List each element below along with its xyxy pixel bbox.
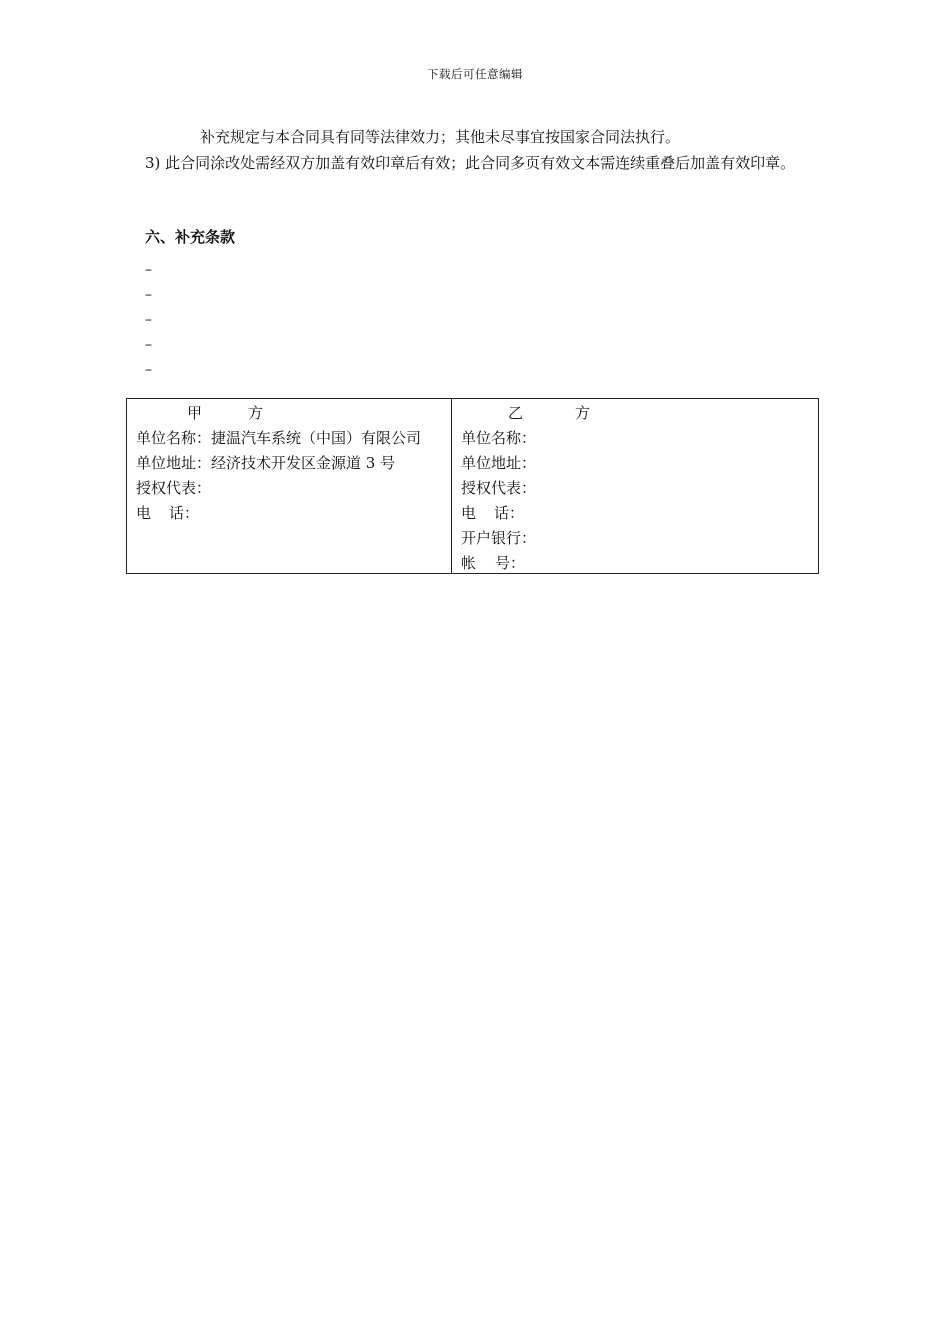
supplement-terms-list [145,258,152,383]
party-a-cell [127,399,452,573]
party-b-unit-address: 单位地址： [461,454,537,472]
signature-table [126,398,819,574]
party-b-bank: 开户银行： [461,529,537,547]
list-item: – [145,362,152,378]
party-a-unit-address [136,451,443,476]
party-a-title-char-1: 甲 [187,404,203,422]
account-label-char: 帐 [461,554,477,572]
section-heading: 六、补充条款 [145,228,236,246]
party-b-representative: 授权代表： [461,479,537,497]
party-b-account [461,551,810,576]
list-item: – [145,312,152,328]
account-label-rest: 号： [495,554,526,572]
party-a-title [136,401,443,426]
phone-label-rest: 话： [169,504,200,522]
unit-address-label: 单位地址： [136,454,212,472]
party-b-title [461,401,810,426]
unit-name-value: 捷温汽车系统（中国）有限公司 [211,429,422,447]
phone-label-char: 电 [136,504,152,522]
party-a-title-char-2: 方 [248,404,264,422]
party-b-unit-name: 单位名称： [461,429,537,447]
party-b-cell [452,399,818,573]
unit-name-label: 单位名称： [136,429,212,447]
unit-address-value: 经济技术开发区金源道 3 号 [211,454,396,472]
party-b-title-char-2: 方 [575,404,591,422]
phone-label-rest: 话： [494,504,525,522]
party-a-phone [136,501,443,526]
party-b-title-char-1: 乙 [508,404,524,422]
list-item: – [145,337,152,353]
party-b-phone [461,501,810,526]
party-a-unit-name [136,426,443,451]
list-item: – [145,262,152,278]
page-header-note: 下载后可任意编辑 [427,67,523,81]
party-a-representative: 授权代表： [136,479,212,497]
supplement-clause-paragraph: 补充规定与本合同具有同等法律效力；其他未尽事宜按国家合同法执行。 [200,128,681,146]
list-item: – [145,287,152,303]
phone-label-char: 电 [461,504,477,522]
alteration-clause-paragraph: 3) 此合同涂改处需经双方加盖有效印章后有效；此合同多页有效文本需连续重叠后加盖有效印章。 [145,154,796,172]
